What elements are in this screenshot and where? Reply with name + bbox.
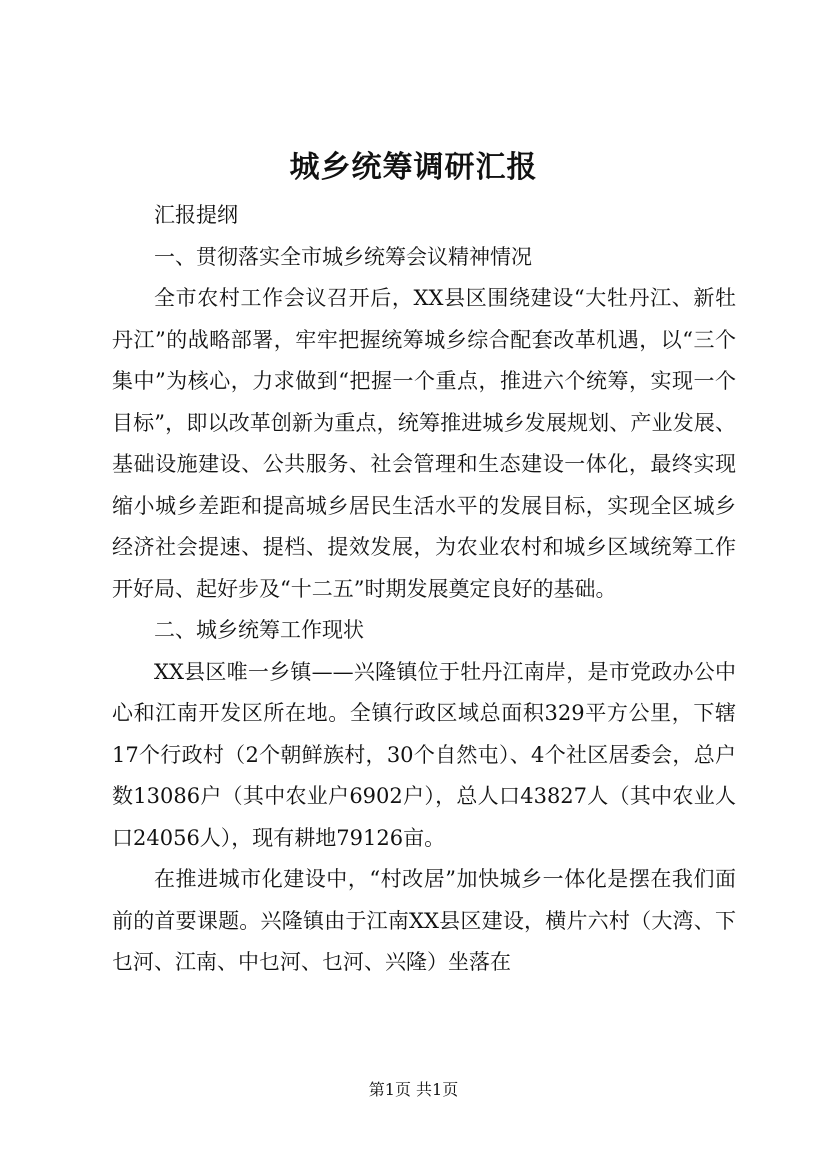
section-heading-2: 二、城乡统筹工作现状 — [154, 618, 364, 642]
outline-heading: 汇报提纲 — [154, 203, 238, 227]
document-body — [112, 195, 736, 984]
section-heading-1: 一、贯彻落实全市城乡统筹会议精神情况 — [154, 244, 532, 269]
page-footer: 第1页 共1页 — [368, 1080, 459, 1099]
document-title: 城乡统筹调研汇报 — [289, 150, 538, 185]
paragraph-2: XX县区唯一乡镇——兴隆镇位于牡丹江南岸，是市党政办公中心和江南开发区所在地。全镇行政区域总面积329平方公里，下辖17个行政村（2个朝鲜族村，30个自然屯）、4个社区居委会，总户数13086户（其中农业户6902户），总人口43827人（其中农业人口24056人），现有耕地79126亩。 — [112, 659, 736, 850]
paragraph-3: 在推进城市化建设中，“村改居”加快城乡一体化是摆在我们面前的首要课题。兴隆镇由于江南XX县区建设，横片六村（大湾、下乜河、江南、中乜河、乜河、兴隆）坐落在 — [112, 867, 736, 974]
paragraph-1: 全市农村工作会议召开后，XX县区围绕建设“大牡丹江、新牡丹江”的战略部署，牢牢把握统筹城乡综合配套改革机遇，以“三个集中”为核心，力求做到“把握一个重点，推进六个统筹，实现一个目标”，即以改革创新为重点，统筹推进城乡发展规划、产业发展、基础设施建设、公共服务、社会管理和生态建设一体化，最终实现缩小城乡差距和提高城乡居民生活水平的发展目标，实现全区城乡经济社会提速、提档、提效发展，为农业农村和城乡区域统筹工作开好局、起好步及“十二五”时期发展奠定良好的基础。 — [112, 286, 736, 601]
